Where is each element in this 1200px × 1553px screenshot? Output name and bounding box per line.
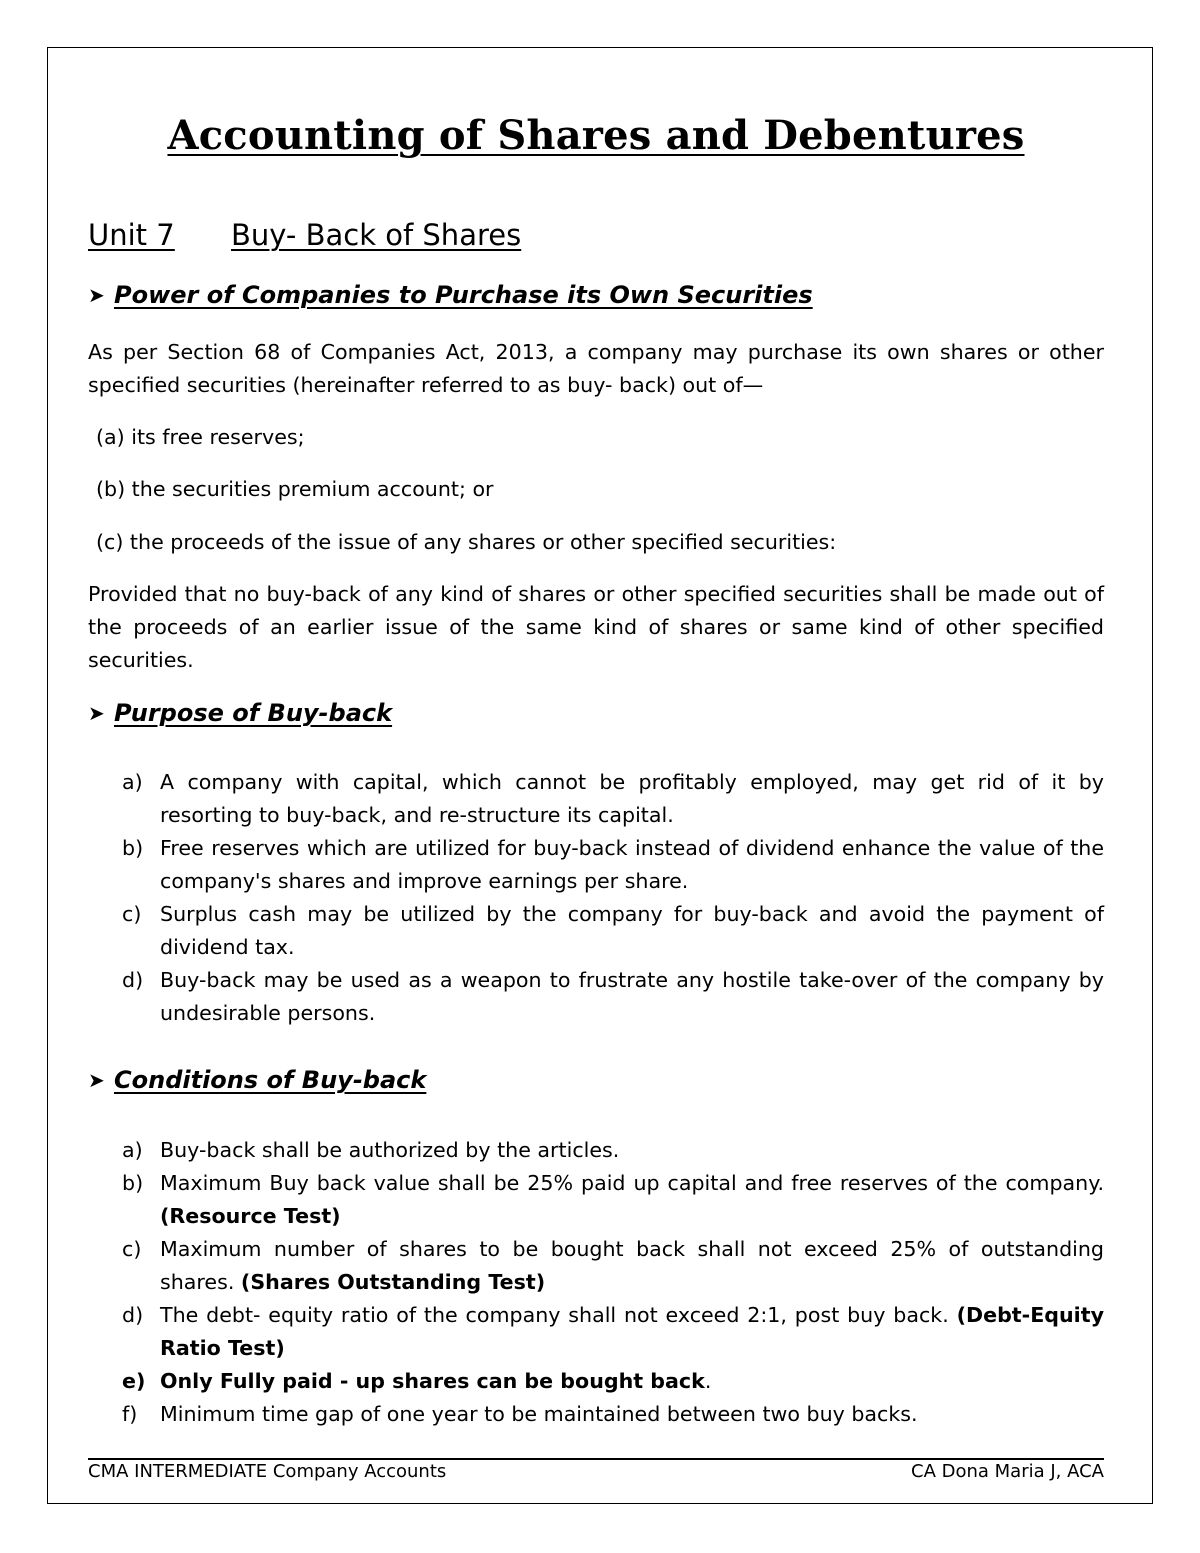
list-item-text: Maximum number of shares to be bought back shall not exceed 25% of outstanding shares. [160,1237,1104,1294]
test-label: (Shares Outstanding Test) [240,1270,546,1294]
section1-item-a: (a) its free reserves; [96,425,305,449]
list-marker: e) [122,1369,146,1393]
test-label: (Resource Test) [160,1204,341,1228]
list-item-text: Buy-back may be used as a weapon to frustrate any hostile take-over of the company by undesirable persons. [160,968,1104,1025]
section1-item-b: (b) the securities premium account; or [96,477,494,501]
footer-course: CMA INTERMEDIATE Company Accounts [88,1461,447,1482]
section1-item-c: (c) the proceeds of the issue of any shares or other specified securities: [96,530,837,554]
purpose-list [122,766,1104,1030]
list-item-punct: . [704,1369,712,1393]
list-marker: a) [122,770,143,794]
list-marker: b) [122,836,144,860]
section-heading-text: Power of Companies to Purchase its Own Securities [114,281,813,309]
list-item-text: Only Fully paid - up shares can be bought back [160,1369,705,1393]
section-heading-conditions [88,1066,426,1094]
arrow-bullet-icon: ➤ [88,283,105,307]
list-item-text: Surplus cash may be utilized by the company for buy-back and avoid the payment of dividend tax. [160,902,1104,959]
list-item [122,1398,1104,1431]
unit-heading [88,218,521,252]
list-item [122,1365,1104,1398]
section1-proviso: Provided that no buy-back of any kind of shares or other specified securities shall be made out of the proceeds of an earlier issue of the same kind of shares or same kind of other specified securities. [88,582,1104,672]
list-item-text: The debt- equity ratio of the company shall not exceed 2:1, post buy back. [160,1303,957,1327]
unit-number: Unit 7 [88,218,175,252]
list-item [122,1299,1104,1365]
section-heading-text: Conditions of Buy-back [114,1066,427,1094]
list-marker: b) [122,1171,144,1195]
list-item-text: Buy-back shall be authorized by the articles. [160,1138,620,1162]
list-item-text: Maximum Buy back value shall be 25% paid up capital and free reserves of the company. [160,1171,1104,1195]
section-heading-text: Purpose of Buy-back [114,699,393,727]
list-marker: c) [122,1237,142,1261]
list-item-text: Free reserves which are utilized for buy-back instead of dividend enhance the value of the company's shares and improve earnings per share. [160,836,1104,893]
list-item [122,898,1104,964]
section-heading-power [88,281,813,309]
list-item-text: Minimum time gap of one year to be maintained between two buy backs. [160,1402,918,1426]
list-item [122,964,1104,1030]
unit-name: Buy- Back of Shares [231,218,522,252]
footer-author: CA Dona Maria J, ACA [911,1461,1104,1482]
arrow-bullet-icon: ➤ [88,701,105,725]
arrow-bullet-icon: ➤ [88,1068,105,1092]
list-marker: d) [122,968,144,992]
list-item [122,1233,1104,1299]
list-item-text: A company with capital, which cannot be profitably employed, may get rid of it by resorting to buy-back, and re-structure its capital. [160,770,1104,827]
list-item [122,832,1104,898]
list-marker: a) [122,1138,143,1162]
footer-divider [88,1458,1104,1460]
section1-intro: As per Section 68 of Companies Act, 2013, a company may purchase its own shares or other specified securities (hereinafter referred to as buy- back) out of— [88,340,1104,397]
conditions-list [122,1134,1104,1431]
list-marker: c) [122,902,142,926]
list-marker: d) [122,1303,144,1327]
page-title: Accounting of Shares and Debentures [167,112,1025,159]
test-label: (Debt-Equity Ratio Test) [160,1303,1104,1360]
list-marker: f) [122,1402,138,1426]
list-item [122,1167,1104,1233]
list-item [122,766,1104,832]
list-item [122,1134,1104,1167]
section-heading-purpose [88,699,392,727]
